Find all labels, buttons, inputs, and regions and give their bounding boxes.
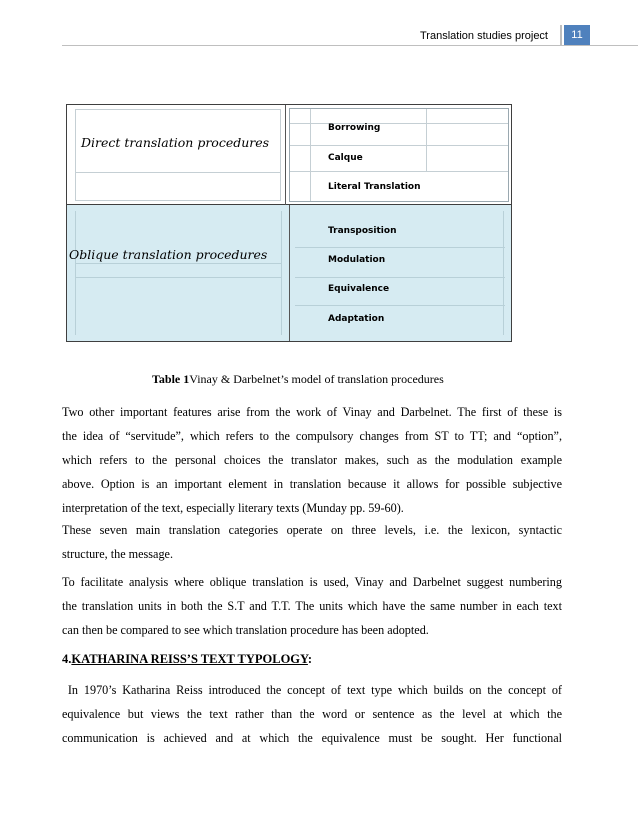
procedure-calque: Calque <box>328 153 363 163</box>
caption-text: Vinay & Darbelnet’s model of translation procedures <box>189 372 444 386</box>
paragraph-line: the idea of “servitude”, which refers to the compulsory changes from ST to TT; and “option”, <box>62 429 562 443</box>
paragraph-line: These seven main translation categories operate on three levels, i.e. the lexicon, syntactic <box>62 523 562 537</box>
paragraph-line: above. Option is an important element in translation because it allows for possible subjective <box>62 477 562 491</box>
procedure-literal-translation: Literal Translation <box>328 182 421 192</box>
table-caption <box>152 372 444 387</box>
procedure-equivalence: Equivalence <box>328 284 390 294</box>
procedure-modulation: Modulation <box>328 255 386 265</box>
paragraph-line: equivalence but views the text rather than the word or sentence as the level at which the <box>62 707 562 721</box>
procedures-table <box>66 104 512 342</box>
paragraph-line: Two other important features arise from the work of Vinay and Darbelnet. The first of these is <box>62 405 562 419</box>
paragraph-line: which refers to the personal choices the translator makes, such as the modulation example <box>62 453 562 467</box>
section-suffix: : <box>307 652 313 666</box>
paragraph-line: can then be compared to see which translation procedure has been adopted. <box>62 623 429 637</box>
direct-label-box <box>75 109 281 201</box>
paragraph-line: structure, the message. <box>62 547 174 561</box>
paragraph-line: communication is achieved and at which the equivalence must be sought. Her functional <box>62 731 562 745</box>
paragraph-oblique-analysis <box>62 570 562 642</box>
direct-row <box>66 104 512 205</box>
oblique-category-label: Oblique translation procedures <box>69 247 268 262</box>
procedure-adaptation: Adaptation <box>328 314 385 324</box>
paragraph-line: the translation units in both the S.T and T.T. The units which have the same number in each text <box>62 599 562 613</box>
procedure-borrowing: Borrowing <box>328 123 381 133</box>
page-number: 11 <box>564 25 590 45</box>
direct-category-label: Direct translation procedures <box>81 135 270 150</box>
header-separator <box>560 25 562 45</box>
procedure-transposition: Transposition <box>328 226 397 236</box>
section-number: 4. <box>62 652 72 666</box>
paragraph-servitude-option <box>62 400 562 520</box>
oblique-row <box>66 205 512 342</box>
paragraph-line: interpretation of the text, especially literary texts (Munday pp. 59-60). <box>62 501 404 515</box>
header-rule <box>62 45 638 46</box>
paragraph-reiss <box>62 678 562 750</box>
section-title: KATHARINA REISS’S TEXT TYPOLOGY <box>71 652 308 666</box>
paragraph-line: To facilitate analysis where oblique translation is used, Vinay and Darbelnet suggest numbering <box>62 575 562 589</box>
header-title: Translation studies project <box>420 30 548 42</box>
caption-prefix: Table 1 <box>152 372 190 386</box>
paragraph-seven-categories <box>62 518 562 566</box>
section-heading <box>62 652 312 667</box>
paragraph-line: In 1970’s Katharina Reiss introduced the concept of text type which builds on the concept of <box>62 683 562 697</box>
